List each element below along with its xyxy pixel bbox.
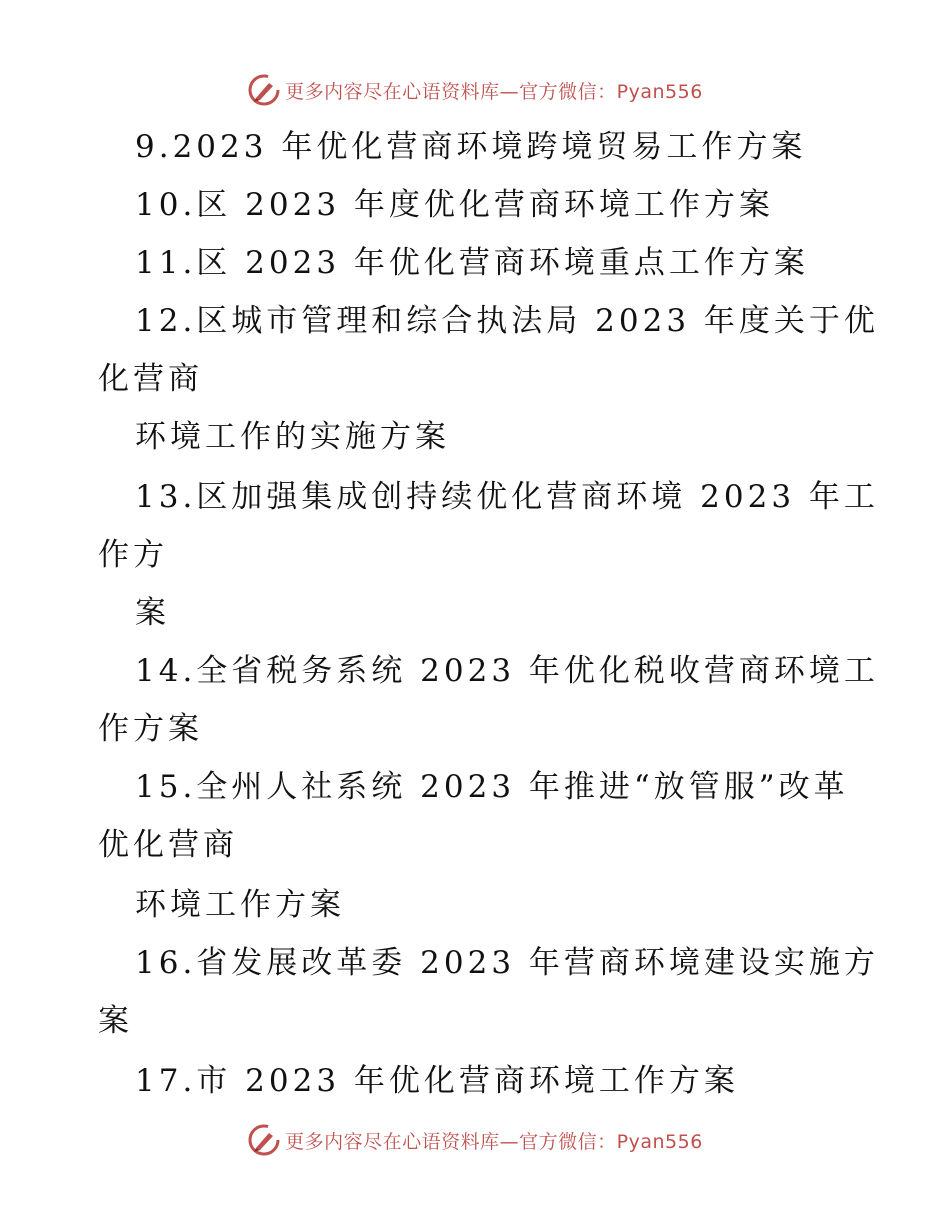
list-item: 12.区城市管理和综合执法局 2023 年度关于优 [135,303,879,339]
list-item: 15.全州人社系统 2023 年推进“放管服”改革 [135,769,849,805]
list-item-continuation: 作方 [98,537,168,573]
list-item: 13.区加强集成创持续优化营商环境 2023 年工 [135,479,879,515]
list-item-continuation: 优化营商 [98,827,238,863]
list-item: 10.区 2023 年度优化营商环境工作方案 [135,187,774,223]
watermark-text: 更多内容尽在心语资料库—官方微信：Pyan556 [285,1130,703,1153]
list-item-continuation: 化营商 [98,361,203,397]
fountain-pen-logo-icon [247,1123,281,1157]
list-item: 9.2023 年优化营商环境跨境贸易工作方案 [135,129,807,165]
list-item-continuation: 作方案 [98,711,203,747]
list-item-continuation: 案 [135,595,170,631]
list-item-continuation: 案 [98,1003,133,1039]
list-item: 14.全省税务系统 2023 年优化税收营商环境工 [135,653,879,689]
list-item-continuation: 环境工作的实施方案 [135,419,450,455]
fountain-pen-logo-icon [247,73,281,107]
footer-watermark [0,1120,950,1160]
list-item: 11.区 2023 年优化营商环境重点工作方案 [135,245,809,281]
watermark-text: 更多内容尽在心语资料库—官方微信：Pyan556 [285,80,703,103]
list-item: 17.市 2023 年优化营商环境工作方案 [135,1063,739,1099]
list-item-continuation: 环境工作方案 [135,887,345,923]
list-item: 16.省发展改革委 2023 年营商环境建设实施方 [135,945,879,981]
header-watermark [0,70,950,110]
